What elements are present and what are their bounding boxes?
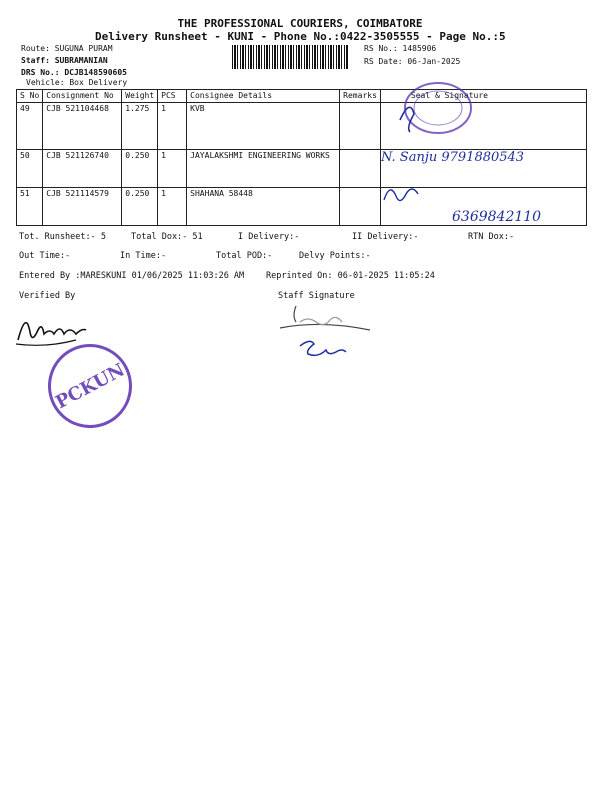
col-sno: S No	[17, 90, 43, 103]
route-label: Route: SUGUNA PURAM	[21, 44, 113, 53]
cell-consignment: CJB 521126740	[43, 150, 122, 188]
signature-row51-icon	[378, 178, 448, 208]
cell-pcs: 1	[158, 150, 187, 188]
drs-label: DRS No.: DCJB148590605	[21, 68, 127, 77]
total-pod: Total POD:-	[216, 251, 273, 261]
staff-label: Staff: SUBRAMANIAN	[21, 56, 108, 65]
cell-consignee: KVB	[187, 103, 340, 150]
cell-consignee: JAYALAKSHMI ENGINEERING WORKS	[187, 150, 340, 188]
i-delivery: I Delivery:-	[238, 232, 300, 242]
out-time: Out Time:-	[19, 251, 71, 261]
cell-remarks	[340, 150, 381, 188]
cell-sno: 51	[17, 188, 43, 226]
seal-stamp-icon	[396, 80, 476, 138]
table-header-row	[17, 90, 587, 103]
cell-weight: 0.250	[122, 188, 158, 226]
cell-consignment: CJB 521114579	[43, 188, 122, 226]
staff-signature-label: Staff Signature	[278, 291, 355, 301]
handwritten-phone-row51: 6369842110	[452, 209, 542, 225]
col-remarks: Remarks	[340, 90, 381, 103]
reprinted-on: Reprinted On: 06-01-2025 11:05:24	[266, 271, 435, 281]
col-consignee: Consignee Details	[187, 90, 340, 103]
vehicle-label: Vehicle: Box Delivery	[26, 78, 128, 87]
total-dox: Total Dox:- 51	[131, 232, 203, 242]
barcode	[232, 45, 348, 69]
col-seal-signature: Seal & Signature	[380, 90, 586, 103]
cell-pcs: 1	[158, 188, 187, 226]
rtn-dox: RTN Dox:-	[468, 232, 515, 242]
rs-date: RS Date: 06-Jan-2025	[364, 57, 461, 66]
entered-by: Entered By :MARESKUNI 01/06/2025 11:03:26 AM	[19, 271, 245, 281]
cell-weight: 0.250	[122, 150, 158, 188]
pckun-stamp-text: PCKUN	[51, 359, 129, 413]
runsheet-title: Delivery Runsheet - KUNI - Phone No.:0422-3505555 - Page No.:5	[95, 30, 506, 43]
tot-runsheet: Tot. Runsheet:- 5	[19, 232, 106, 242]
cell-pcs: 1	[158, 103, 187, 150]
in-time: In Time:-	[120, 251, 167, 261]
cell-sno: 49	[17, 103, 43, 150]
cell-sno: 50	[17, 150, 43, 188]
rs-no: RS No.: 1485906	[364, 44, 437, 53]
col-weight: Weight	[122, 90, 158, 103]
cell-remarks	[340, 188, 381, 226]
company-title: THE PROFESSIONAL COURIERS, COIMBATORE	[177, 17, 423, 30]
table-row	[17, 103, 587, 150]
cell-consignee: SHAHANA 58448	[187, 188, 340, 226]
verified-by-label: Verified By	[19, 291, 76, 301]
handwritten-receiver-row50: N. Sanju 9791880543	[381, 150, 525, 165]
cell-consignment: CJB 521104468	[43, 103, 122, 150]
col-consignment: Consignment No	[43, 90, 122, 103]
col-pcs: PCS	[158, 90, 187, 103]
ii-delivery: II Delivery:-	[352, 232, 419, 242]
cell-weight: 1.275	[122, 103, 158, 150]
delvy-points: Delvy Points:-	[299, 251, 371, 261]
staff-signature-icon	[270, 302, 380, 368]
cell-remarks	[340, 103, 381, 150]
